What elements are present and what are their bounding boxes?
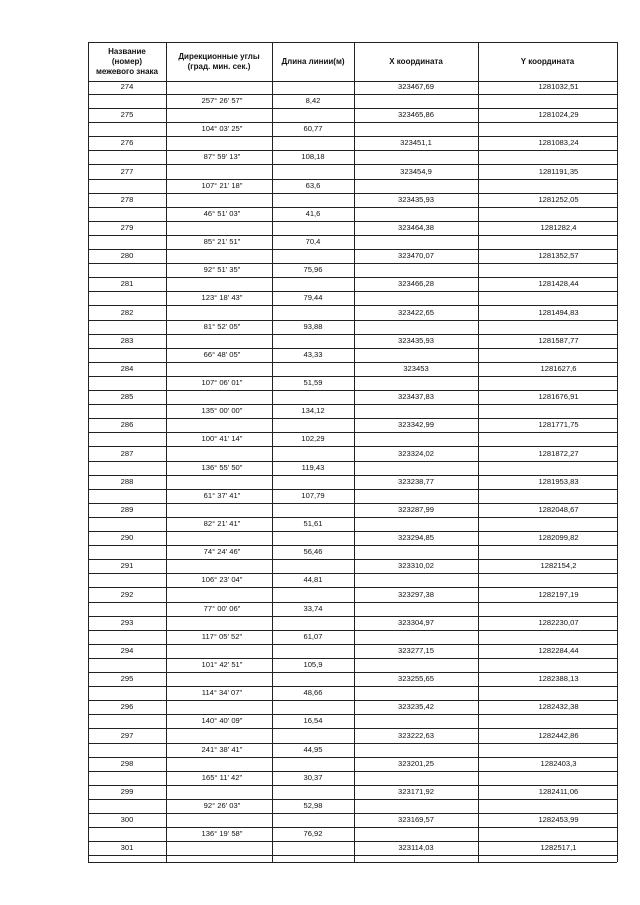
row-border bbox=[88, 686, 617, 687]
line-length: 75,96 bbox=[303, 265, 323, 275]
direction-angle: 101° 42' 51" bbox=[201, 660, 243, 669]
row-border bbox=[88, 475, 617, 476]
direction-angle: 135° 00' 00" bbox=[201, 406, 243, 416]
row-border bbox=[88, 305, 617, 306]
y-coordinate: 1281024,29 bbox=[538, 110, 579, 120]
point-number: 276 bbox=[120, 138, 134, 148]
line-length: 102,29 bbox=[301, 434, 325, 444]
point-number: 281 bbox=[120, 279, 134, 289]
y-coordinate: 1282403,3 bbox=[540, 758, 577, 768]
x-coordinate: 323304,97 bbox=[398, 617, 434, 627]
line-length: 60,77 bbox=[303, 124, 323, 134]
direction-angle: 136° 19' 58" bbox=[201, 829, 243, 839]
line-length: 70,4 bbox=[305, 237, 321, 246]
row-border bbox=[88, 249, 617, 250]
x-coordinate: 323114,03 bbox=[398, 843, 434, 853]
line-length: 30,37 bbox=[303, 772, 323, 782]
y-coordinate: 1282453,99 bbox=[538, 815, 579, 825]
row-border bbox=[88, 291, 617, 292]
x-coordinate: 323235,42 bbox=[398, 702, 434, 712]
direction-angle: 117° 05' 52" bbox=[201, 631, 243, 641]
x-coordinate: 323324,02 bbox=[398, 448, 434, 458]
x-coordinate: 323255,65 bbox=[398, 674, 434, 684]
row-border bbox=[88, 644, 617, 645]
line-length: 61,07 bbox=[303, 631, 323, 641]
y-coordinate: 1282048,67 bbox=[538, 505, 579, 514]
direction-angle: 74° 24' 46" bbox=[203, 547, 241, 557]
row-border bbox=[88, 827, 617, 828]
row-border bbox=[88, 602, 617, 603]
row-border bbox=[88, 672, 617, 673]
y-coordinate: 1281494,83 bbox=[538, 307, 579, 317]
point-number: 292 bbox=[120, 589, 134, 599]
y-coordinate: 1281032,51 bbox=[538, 82, 579, 91]
row-border bbox=[88, 813, 617, 814]
direction-angle: 81° 52' 05" bbox=[203, 321, 241, 331]
row-border bbox=[88, 108, 617, 109]
direction-angle: 106° 23' 04" bbox=[201, 575, 243, 585]
row-border bbox=[88, 728, 617, 729]
x-coordinate: 323435,93 bbox=[398, 335, 434, 345]
line-length: 119,43 bbox=[301, 462, 325, 472]
y-coordinate: 1281352,57 bbox=[538, 251, 579, 261]
direction-angle: 136° 55' 50" bbox=[201, 462, 243, 472]
row-border bbox=[88, 277, 617, 278]
x-coordinate: 323171,92 bbox=[398, 787, 434, 796]
line-length: 48,66 bbox=[303, 688, 323, 698]
point-number: 283 bbox=[120, 335, 134, 345]
point-number: 291 bbox=[120, 561, 134, 571]
row-border bbox=[88, 771, 617, 772]
row-border bbox=[88, 42, 617, 43]
point-number: 275 bbox=[120, 110, 134, 120]
header-x: X координата bbox=[389, 57, 443, 66]
point-number: 295 bbox=[120, 674, 134, 684]
point-number: 289 bbox=[120, 505, 134, 514]
row-border bbox=[88, 587, 617, 588]
x-coordinate: 323453 bbox=[403, 364, 429, 373]
y-coordinate: 1281587,77 bbox=[538, 335, 579, 345]
x-coordinate: 323466,28 bbox=[398, 279, 434, 289]
point-number: 284 bbox=[120, 364, 134, 373]
row-border bbox=[88, 94, 617, 95]
y-coordinate: 1282197,19 bbox=[538, 589, 579, 599]
line-length: 76,92 bbox=[303, 829, 323, 839]
row-border bbox=[88, 334, 617, 335]
x-coordinate: 323222,63 bbox=[398, 730, 434, 740]
header-length: Длина линии(м) bbox=[281, 57, 345, 66]
point-number: 278 bbox=[120, 194, 134, 204]
row-border bbox=[88, 193, 617, 194]
direction-angle: 92° 26' 03" bbox=[203, 801, 241, 810]
line-length: 52,98 bbox=[303, 801, 323, 810]
direction-angle: 66° 48' 05" bbox=[203, 349, 241, 359]
y-coordinate: 1281676,91 bbox=[538, 392, 579, 402]
y-coordinate: 1282154,2 bbox=[540, 561, 577, 571]
row-border bbox=[88, 743, 617, 744]
row-border bbox=[88, 164, 617, 165]
row-border bbox=[88, 418, 617, 419]
x-coordinate: 323297,38 bbox=[398, 589, 434, 599]
y-coordinate: 1282411,06 bbox=[538, 787, 579, 796]
x-coordinate: 323422,65 bbox=[398, 307, 434, 317]
direction-angle: 107° 21' 18" bbox=[201, 180, 243, 190]
row-border bbox=[88, 757, 617, 758]
row-border bbox=[88, 862, 617, 863]
row-border bbox=[88, 545, 617, 546]
row-border bbox=[88, 461, 617, 462]
x-coordinate: 323277,15 bbox=[398, 646, 434, 655]
y-coordinate: 1282230,07 bbox=[538, 617, 579, 627]
point-number: 287 bbox=[120, 448, 134, 458]
y-coordinate: 1281282,4 bbox=[540, 223, 577, 232]
y-coordinate: 1281428,44 bbox=[538, 279, 579, 289]
row-border bbox=[88, 559, 617, 560]
point-number: 296 bbox=[120, 702, 134, 712]
y-coordinate: 1282284,44 bbox=[538, 646, 579, 655]
direction-angle: 85° 21' 51" bbox=[203, 237, 241, 246]
line-length: 107,79 bbox=[301, 490, 325, 500]
x-coordinate: 323342,99 bbox=[398, 420, 434, 430]
line-length: 16,54 bbox=[303, 716, 323, 726]
x-coordinate: 323467,69 bbox=[398, 82, 434, 91]
point-number: 293 bbox=[120, 617, 134, 627]
row-border bbox=[88, 531, 617, 532]
row-border bbox=[88, 376, 617, 377]
line-length: 41,6 bbox=[305, 208, 321, 218]
y-coordinate: 1281191,35 bbox=[538, 166, 579, 176]
y-coordinate: 1281083,24 bbox=[538, 138, 579, 148]
x-coordinate: 323470,07 bbox=[398, 251, 434, 261]
direction-angle: 87° 59' 13" bbox=[203, 152, 241, 162]
row-border bbox=[88, 855, 617, 856]
row-border bbox=[88, 432, 617, 433]
row-border bbox=[88, 841, 617, 842]
row-border bbox=[88, 320, 617, 321]
direction-angle: 165° 11' 42" bbox=[201, 772, 243, 782]
point-number: 280 bbox=[120, 251, 134, 261]
direction-angle: 107° 06' 01" bbox=[201, 378, 243, 387]
line-length: 51,59 bbox=[303, 378, 323, 387]
row-border bbox=[88, 404, 617, 405]
line-length: 79,44 bbox=[303, 293, 323, 303]
direction-angle: 82° 21' 41" bbox=[203, 519, 241, 528]
header-y: Y координата bbox=[520, 57, 575, 66]
point-number: 279 bbox=[120, 223, 134, 232]
direction-angle: 241° 38' 41" bbox=[201, 744, 243, 754]
direction-angle: 61° 37' 41" bbox=[203, 490, 241, 500]
direction-angle: 114° 34' 07" bbox=[201, 688, 243, 698]
y-coordinate: 1282442,86 bbox=[538, 730, 579, 740]
row-border bbox=[88, 517, 617, 518]
line-length: 43,33 bbox=[303, 349, 323, 359]
line-length: 56,46 bbox=[303, 547, 323, 557]
line-length: 63,6 bbox=[305, 180, 321, 190]
row-border bbox=[88, 630, 617, 631]
x-coordinate: 323201,25 bbox=[398, 758, 434, 768]
y-coordinate: 1282099,82 bbox=[538, 533, 579, 543]
row-border bbox=[88, 235, 617, 236]
x-coordinate: 323310,02 bbox=[398, 561, 434, 571]
direction-angle: 77° 00' 06" bbox=[203, 603, 241, 613]
y-coordinate: 1281771,75 bbox=[538, 420, 579, 430]
x-coordinate: 323454,9 bbox=[400, 166, 432, 176]
row-border bbox=[88, 446, 617, 447]
x-coordinate: 323451,1 bbox=[400, 138, 432, 148]
row-border bbox=[88, 150, 617, 151]
direction-angle: 92° 51' 35" bbox=[203, 265, 241, 275]
x-coordinate: 323464,38 bbox=[398, 223, 434, 232]
x-coordinate: 323435,93 bbox=[398, 194, 434, 204]
line-length: 33,74 bbox=[303, 603, 323, 613]
direction-angle: 46° 51' 03" bbox=[203, 208, 241, 218]
line-length: 108,18 bbox=[301, 152, 325, 162]
line-length: 105,9 bbox=[303, 660, 323, 669]
x-coordinate: 323238,77 bbox=[398, 476, 434, 486]
point-number: 288 bbox=[120, 476, 134, 486]
row-border bbox=[88, 348, 617, 349]
row-border bbox=[88, 616, 617, 617]
y-coordinate: 1281252,05 bbox=[538, 194, 579, 204]
x-coordinate: 323294,85 bbox=[398, 533, 434, 543]
x-coordinate: 323169,57 bbox=[398, 815, 434, 825]
row-border bbox=[88, 221, 617, 222]
row-border bbox=[88, 714, 617, 715]
column-border bbox=[617, 42, 618, 862]
y-coordinate: 1281872,27 bbox=[538, 448, 579, 458]
point-number: 285 bbox=[120, 392, 134, 402]
point-number: 274 bbox=[120, 82, 134, 91]
x-coordinate: 323465,86 bbox=[398, 110, 434, 120]
row-border bbox=[88, 390, 617, 391]
point-number: 299 bbox=[120, 787, 134, 796]
line-length: 93,88 bbox=[303, 321, 323, 331]
line-length: 44,81 bbox=[303, 575, 323, 585]
row-border bbox=[88, 503, 617, 504]
point-number: 294 bbox=[120, 646, 134, 655]
direction-angle: 257° 26' 57" bbox=[201, 96, 243, 105]
point-number: 301 bbox=[120, 843, 134, 853]
point-number: 300 bbox=[120, 815, 134, 825]
header-angle: Дирекционные углы (град. мин. сек.) bbox=[178, 52, 260, 71]
point-number: 286 bbox=[120, 420, 134, 430]
row-border bbox=[88, 573, 617, 574]
row-border bbox=[88, 122, 617, 123]
y-coordinate: 1282517,1 bbox=[540, 843, 577, 853]
direction-angle: 140° 40' 09" bbox=[201, 716, 243, 726]
header-point: Название (номер) межевого знака bbox=[95, 47, 159, 76]
row-border bbox=[88, 179, 617, 180]
direction-angle: 123° 18' 43" bbox=[201, 293, 243, 303]
row-border bbox=[88, 658, 617, 659]
line-length: 134,12 bbox=[301, 406, 325, 416]
point-number: 277 bbox=[120, 166, 134, 176]
point-number: 298 bbox=[120, 758, 134, 768]
row-border bbox=[88, 700, 617, 701]
row-border bbox=[88, 207, 617, 208]
point-number: 282 bbox=[120, 307, 134, 317]
direction-angle: 104° 03' 25" bbox=[201, 124, 243, 134]
y-coordinate: 1281627,6 bbox=[540, 364, 577, 373]
y-coordinate: 1282388,13 bbox=[538, 674, 579, 684]
row-border bbox=[88, 785, 617, 786]
line-length: 51,61 bbox=[303, 519, 323, 528]
line-length: 8,42 bbox=[305, 96, 321, 105]
row-border bbox=[88, 362, 617, 363]
row-border bbox=[88, 136, 617, 137]
row-border bbox=[88, 799, 617, 800]
x-coordinate: 323437,83 bbox=[398, 392, 434, 402]
row-border bbox=[88, 263, 617, 264]
row-border bbox=[88, 489, 617, 490]
point-number: 290 bbox=[120, 533, 134, 543]
y-coordinate: 1281953,83 bbox=[538, 476, 579, 486]
direction-angle: 100° 41' 14" bbox=[201, 434, 243, 444]
x-coordinate: 323287,99 bbox=[398, 505, 434, 514]
point-number: 297 bbox=[120, 730, 134, 740]
y-coordinate: 1282432,38 bbox=[538, 702, 579, 712]
line-length: 44,95 bbox=[303, 744, 323, 754]
